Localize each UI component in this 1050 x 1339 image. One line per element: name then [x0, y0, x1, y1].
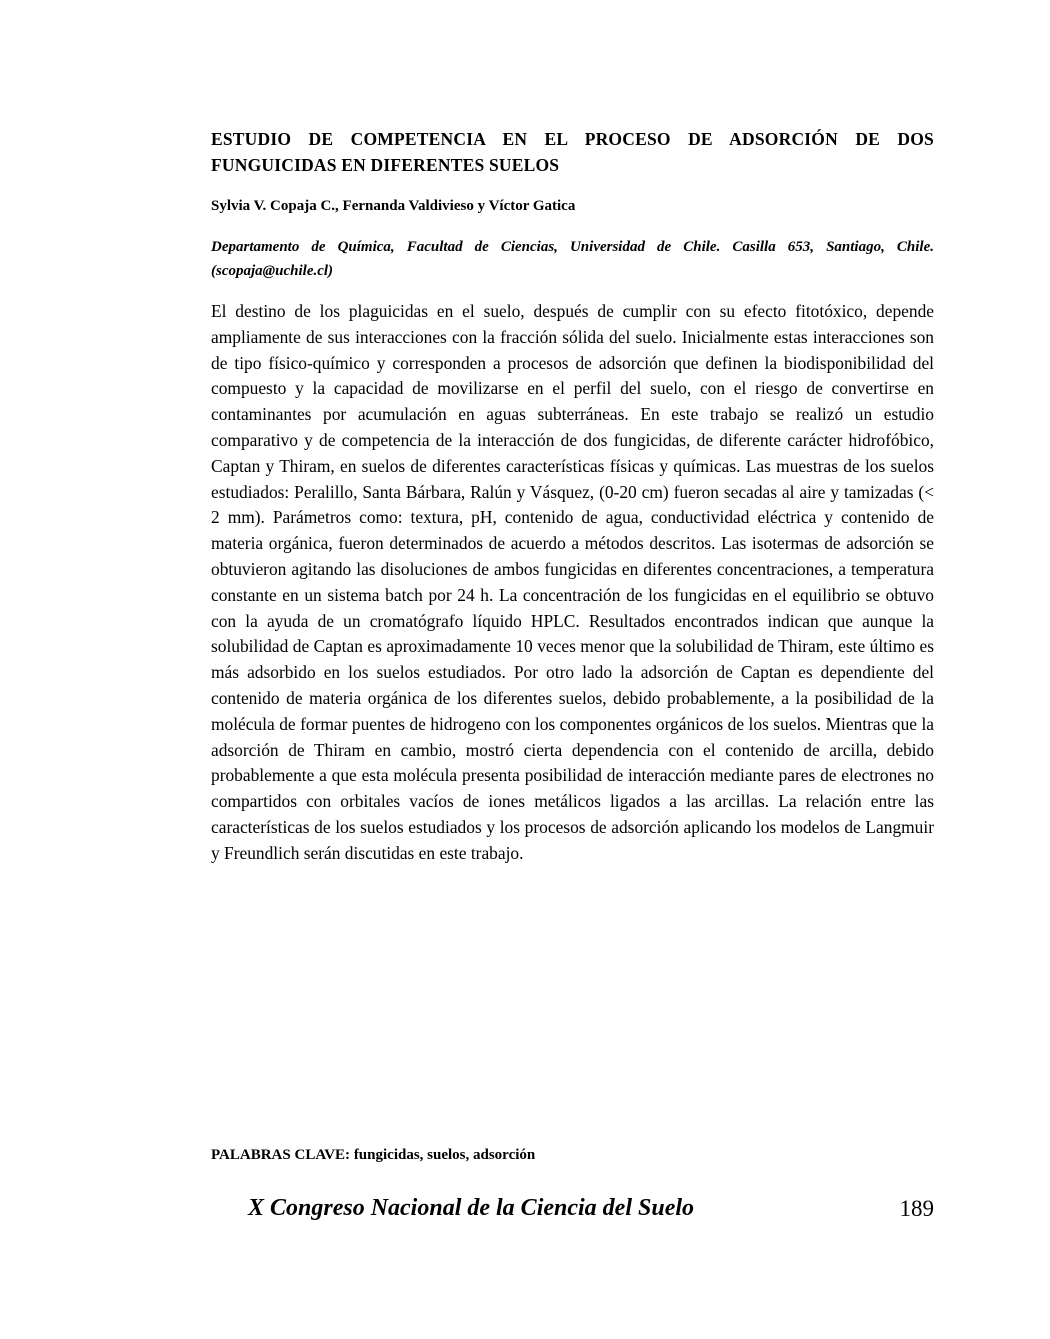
- footer-page-number: 189: [899, 1196, 934, 1221]
- keywords-label: PALABRAS CLAVE:: [211, 1147, 351, 1163]
- keywords-line: [211, 1146, 934, 1165]
- keywords-values: fungicidas, suelos, adsorción: [353, 1147, 536, 1163]
- paper-title: ESTUDIO DE COMPETENCIA EN EL PROCESO DE ADSORCIÓN DE DOS FUNGUICIDAS EN DIFERENTES SUELOS: [211, 129, 934, 175]
- abstract-text: El destino de los plaguicidas en el suelo, después de cumplir con su efecto fitotóxico, depende ampliamente de sus interacciones con la fracción sólida del suelo. Inicialmente estas interacciones son de tipo físico-químico y corresponden a procesos de adsorción que definen la biodisponibilidad del compuesto y la capacidad de movilizarse en el perfil del suelo, con el riesgo de convertirse en contaminantes por acumulación en aguas subterráneas. En este trabajo se realizó un estudio comparativo y de competencia de la interacción de dos fungicidas, de diferente carácter hidrofóbico, Captan y Thiram, en suelos de diferentes características físicas y químicas. Las muestras de los suelos estudiados: Peralillo, Santa Bárbara, Ralún y Vásquez, (0-20 cm) fueron secadas al aire y tamizadas (< 2 mm). Parámetros como: textura, pH, contenido de agua, conductividad eléctrica y contenido de materia orgánica, fueron determinados de acuerdo a métodos descritos. Las isotermas de adsorción se obtuvieron agitando las disoluciones de ambos fungicidas en diferentes concentraciones, a temperatura constante en un sistema batch por 24 h. La concentración de los fungicidas en el equilibrio se obtuvo con la ayuda de un cromatógrafo líquido HPLC. Resultados encontrados indican que aunque la solubilidad de Captan es aproximadamente 10 veces menor que la solubilidad de Thiram, este último es más adsorbido en los suelos estudiados. Por otro lado la adsorción de Captan es dependiente del contenido de materia orgánica de los diferentes suelos, debido probablemente, a la posibilidad de la molécula de formar puentes de hidrogeno con los componentes orgánicos de los suelos. Mientras que la adsorción de Thiram en cambio, mostró cierta dependencia con el contenido de arcilla, debido probablemente a que esta molécula presenta posibilidad de interacción mediante pares de electrones no compartidos con orbitales vacíos de iones metálicos ligados a las arcillas. La relación entre las características de los suelos estudiados y los procesos de adsorción aplicando los modelos de Langmuir y Freundlich serán discutidas en este trabajo.: [211, 301, 934, 863]
- footer-congress-title: X Congreso Nacional de la Ciencia del Suelo: [248, 1195, 695, 1221]
- authors-line: Sylvia V. Copaja C., Fernanda Valdivieso y Víctor Gatica: [211, 198, 576, 214]
- affiliation-line: Departamento de Química, Facultad de Ciencias, Universidad de Chile. Casilla 653, Santiago, Chile. (scopaja@uchile.cl): [211, 239, 934, 279]
